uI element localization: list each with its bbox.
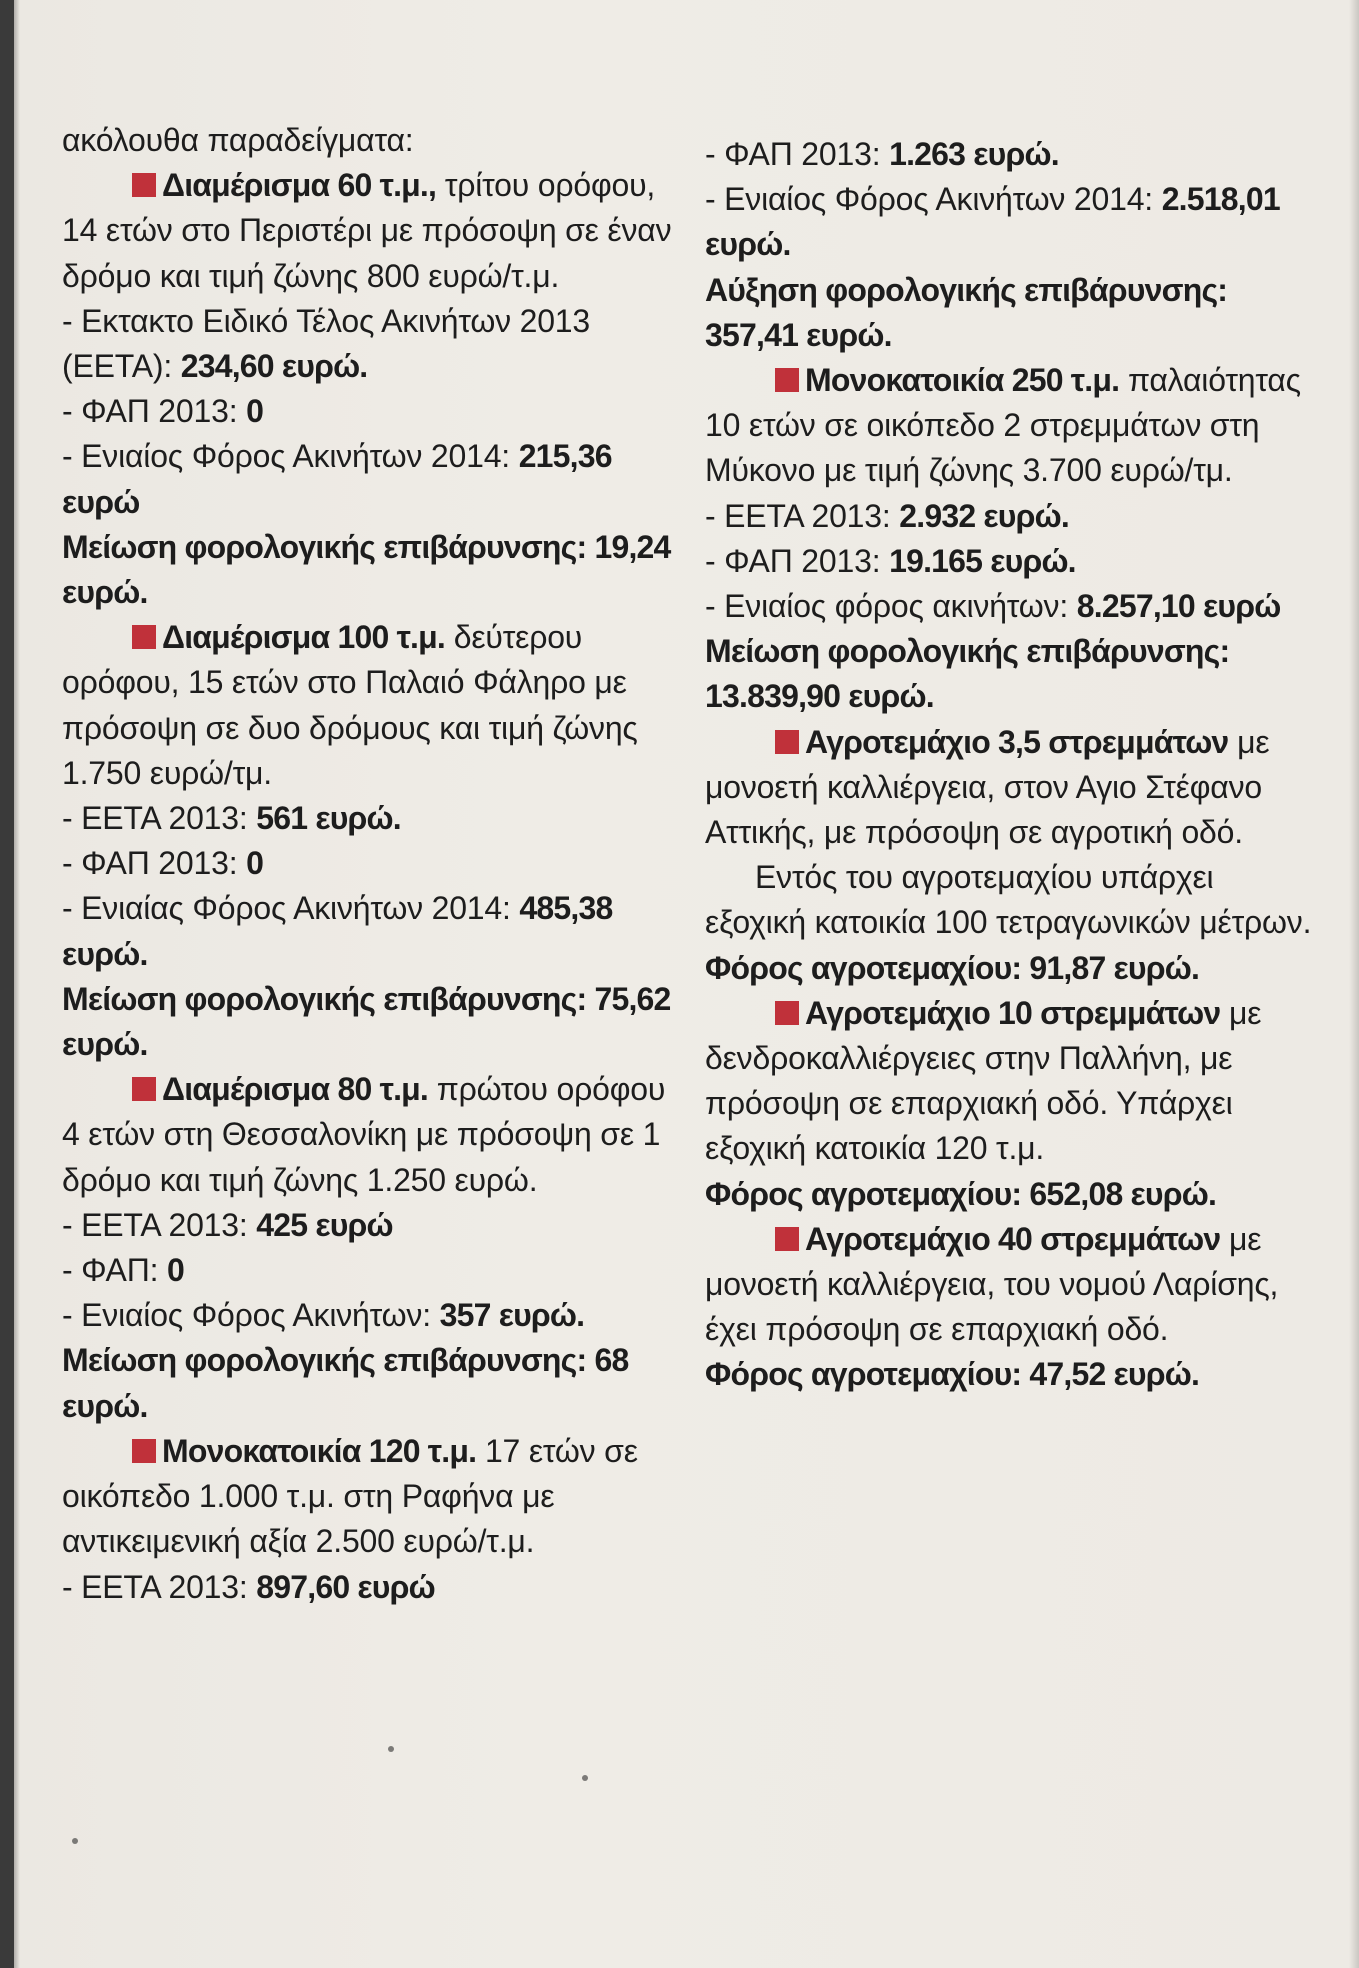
tax-line: [62, 886, 682, 976]
red-square-bullet-icon: [132, 173, 156, 197]
tax-summary: Αύξηση φορολογικής επιβάρυνσης: 357,41 ευρώ.: [705, 271, 1228, 353]
example-title: Μονοκατοικία 120 τ.μ.: [162, 1432, 477, 1469]
print-speck: [72, 1838, 78, 1844]
red-square-bullet-icon: [132, 1439, 156, 1463]
tax-line: [62, 841, 682, 886]
tax-label: - Ενιαίος φόρος ακινήτων:: [705, 588, 1077, 625]
example-paragraph: [705, 358, 1320, 494]
tax-value: 2.932 ευρώ.: [899, 497, 1069, 534]
tax-value: 8.257,10 ευρώ: [1076, 588, 1281, 625]
tax-value: 425 ευρώ: [256, 1206, 393, 1243]
example-description: με δενδροκαλλιέργειες στην Παλλήνη, με πρόσοψη σε επαρχιακή οδό. Υπάρχει εξοχική κατοικία 120 τ.μ.: [705, 994, 1262, 1167]
tax-value: 561 ευρώ.: [256, 800, 401, 837]
example-description: τρίτου ορόφου, 14 ετών στο Περιστέρι με πρόσοψη σε έναν δρόμο και τιμή ζώνης 800 ευρώ/τ.μ.: [62, 167, 672, 294]
article-column-left: [62, 118, 682, 1610]
tax-label: - ΦΑΠ 2013:: [62, 845, 247, 882]
red-square-bullet-icon: [775, 1227, 799, 1251]
tax-value: 357 ευρώ.: [439, 1297, 585, 1334]
tax-label: - Ενιαίας Φόρος Ακινήτων 2014:: [62, 890, 520, 927]
tax-value: 897,60 ευρώ: [256, 1568, 435, 1605]
tax-line: [62, 1203, 682, 1248]
tax-line: [62, 434, 682, 524]
tax-label: - ΕΕΤΑ 2013:: [62, 1206, 257, 1243]
tax-label: - ΦΑΠ 2013:: [705, 136, 890, 172]
tax-summary: Μείωση φορολογικής επιβάρυνσης: 75,62 ευρώ.: [62, 980, 671, 1063]
tax-line: [705, 177, 1320, 267]
tax-value: 19.165 ευρώ.: [889, 542, 1076, 579]
tax-line: [62, 1248, 682, 1293]
example-title: Αγροτεμάχιο 40 στρεμμάτων: [805, 1220, 1221, 1257]
tax-value: 1.263 ευρώ.: [889, 136, 1059, 172]
tax-label: - Ενιαίος Φόρος Ακινήτων 2014:: [705, 181, 1162, 218]
tax-value: 485,38 ευρώ.: [62, 890, 613, 972]
red-square-bullet-icon: [132, 1077, 156, 1101]
show-through-text: ‎ ‎ ‎ ‎: [755, 58, 779, 89]
tax-label: - ΕΕΤΑ 2013:: [62, 1568, 257, 1605]
example-description: με μονοετή καλλιέργεια, στον Αγιο Στέφανο Αττικής, με πρόσοψη σε αγροτική οδό.: [705, 723, 1270, 851]
tax-line: [62, 1293, 682, 1338]
example-paragraph: [62, 1067, 682, 1203]
page-right-shadow: [1349, 0, 1359, 1968]
red-square-bullet-icon: [132, 625, 156, 649]
example-paragraph: [705, 720, 1320, 856]
tax-label: - ΦΑΠ:: [62, 1252, 167, 1289]
example-paragraph: [62, 1429, 682, 1565]
example-description: πρώτου ορόφου 4 ετών στη Θεσσαλονίκη με πρόσοψη σε 1 δρόμο και τιμή ζώνης 1.250 ευρώ.: [62, 1071, 666, 1198]
red-square-bullet-icon: [775, 368, 799, 392]
tax-label: - ΕΕΤΑ 2013:: [62, 800, 257, 837]
tax-summary: Φόρος αγροτεμαχίου: 91,87 ευρώ.: [705, 949, 1200, 986]
page-binding-edge: [0, 0, 14, 1968]
example-description: δεύτερου ορόφου, 15 ετών στο Παλαιό Φάληρο με πρόσοψη σε δυο δρόμους και τιμή ζώνης 1.750 ευρώ/τμ.: [62, 619, 638, 791]
tax-label: - ΕΕΤΑ 2013:: [705, 497, 900, 534]
tax-value: 234,60 ευρώ.: [180, 348, 368, 385]
tax-summary: Φόρος αγροτεμαχίου: 47,52 ευρώ.: [705, 1356, 1200, 1393]
tax-line: [62, 389, 682, 434]
tax-line: [705, 132, 1320, 177]
example-title: Διαμέρισμα 60 τ.μ.,: [162, 167, 437, 204]
tax-label: - Ενιαίος Φόρος Ακινήτων 2014:: [62, 438, 519, 475]
example-title: Διαμέρισμα 100 τ.μ.: [162, 619, 446, 656]
tax-line: [705, 494, 1320, 539]
tax-label: - ΦΑΠ 2013:: [62, 393, 247, 430]
red-square-bullet-icon: [775, 1001, 799, 1025]
example-paragraph: [62, 163, 682, 299]
intro-text: ακόλουθα παραδείγματα:: [62, 122, 414, 158]
example-description: παλαιότητας 10 ετών σε οικόπεδο 2 στρεμμάτων στη Μύκονο με τιμή ζώνης 3.700 ευρώ/τμ.: [705, 362, 1301, 489]
tax-value: 215,36 ευρώ: [62, 438, 612, 520]
intro-line: [62, 118, 682, 163]
example-description: 17 ετών σε οικόπεδο 1.000 τ.μ. στη Ραφήνα με αντικειμενική αξία 2.500 ευρώ/τ.μ.: [62, 1432, 638, 1560]
tax-summary: Φόρος αγροτεμαχίου: 652,08 ευρώ.: [705, 1175, 1217, 1212]
print-speck: [388, 1746, 394, 1752]
tax-value: 0: [246, 393, 264, 430]
example-paragraph: [705, 991, 1320, 1172]
article-column-right: [705, 132, 1320, 1398]
print-speck: [582, 1775, 588, 1781]
tax-line: [705, 584, 1320, 629]
example-paragraph: [705, 1217, 1320, 1353]
tax-line: [62, 299, 682, 389]
tax-line: [62, 796, 682, 841]
tax-line: [705, 539, 1320, 584]
example-description: με μονοετή καλλιέργεια, του νομού Λαρίσης, έχει πρόσοψη σε επαρχιακή οδό.: [705, 1220, 1279, 1348]
red-square-bullet-icon: [775, 730, 799, 754]
tax-summary: Μείωση φορολογικής επιβάρυνσης: 19,24 ευρώ.: [62, 528, 671, 611]
tax-value: 2.518,01 ευρώ.: [705, 181, 1280, 263]
example-title: Αγροτεμάχιο 3,5 στρεμμάτων: [805, 723, 1229, 760]
tax-label: - ΦΑΠ 2013:: [705, 542, 890, 579]
tax-line: [62, 1565, 682, 1610]
example-paragraph: [62, 615, 682, 796]
tax-label: - Ενιαίος Φόρος Ακινήτων:: [62, 1297, 440, 1334]
tax-value: 0: [167, 1252, 184, 1289]
example-title: Μονοκατοικία 250 τ.μ.: [805, 362, 1120, 399]
tax-summary: Μείωση φορολογικής επιβάρυνσης: 13.839,90 ευρώ.: [705, 633, 1230, 715]
tax-value: 0: [246, 845, 264, 882]
example-title: Αγροτεμάχιο 10 στρεμμάτων: [805, 994, 1221, 1031]
tax-label: - Εκτακτο Ειδικό Τέλος Ακινήτων 2013 (ΕΕΤΑ):: [62, 302, 591, 385]
body-paragraph: Εντός του αγροτεμαχίου υπάρχει εξοχική κατοικία 100 τετραγωνικών μέτρων.: [705, 859, 1312, 941]
tax-summary: Μείωση φορολογικής επιβάρυνσης: 68 ευρώ.: [62, 1342, 629, 1424]
example-title: Διαμέρισμα 80 τ.μ.: [162, 1071, 429, 1108]
